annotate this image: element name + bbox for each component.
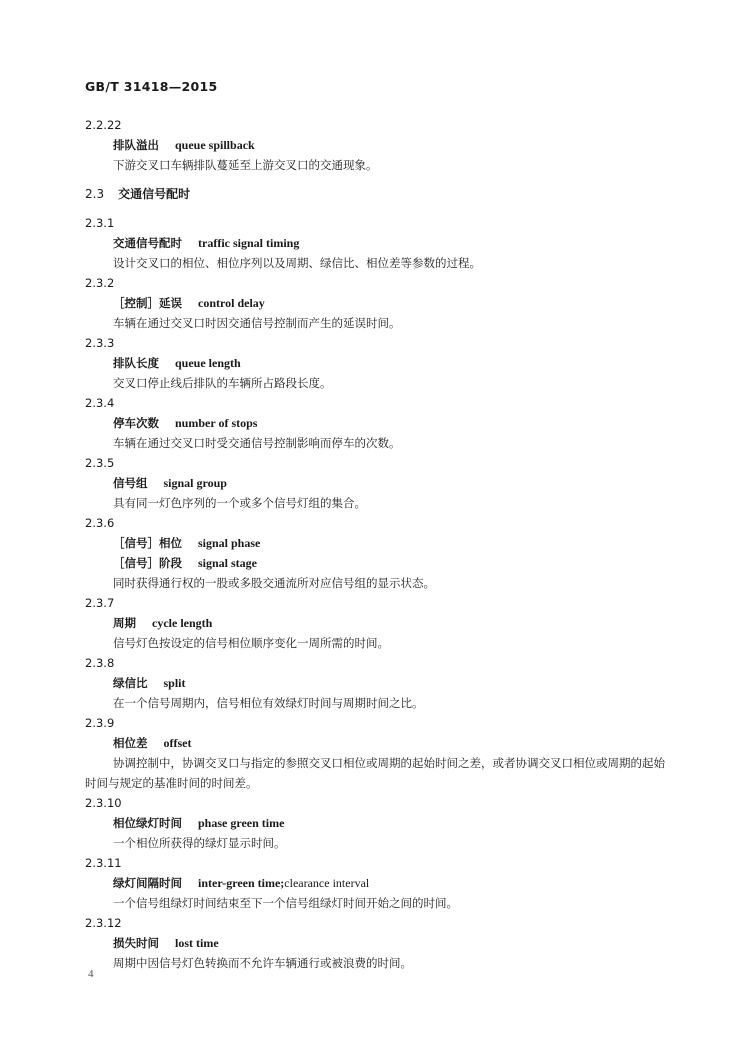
page-number: 4 xyxy=(88,968,94,980)
term-line xyxy=(85,135,675,155)
term-english: lost time xyxy=(175,936,219,950)
term-english: offset xyxy=(163,736,192,750)
term-chinese: ［信号］阶段 xyxy=(113,556,182,570)
entry-number: 2.3.4 xyxy=(85,396,115,410)
entry-number: 2.3.5 xyxy=(85,456,115,470)
entry-number: 2.3.1 xyxy=(85,216,115,230)
term-english: phase green time xyxy=(198,816,285,830)
term-entry xyxy=(85,513,675,593)
term-chinese: 绿信比 xyxy=(113,676,148,690)
term-definition: 一个相位所获得的绿灯显示时间。 xyxy=(113,836,286,850)
term-chinese: 相位绿灯时间 xyxy=(113,816,182,830)
term-entry xyxy=(85,453,675,513)
term-entry xyxy=(85,713,675,793)
term-entry xyxy=(85,593,675,653)
term-definition: 在一个信号周期内，信号相位有效绿灯时间与周期时间之比。 xyxy=(113,696,424,710)
term-definition: 车辆在通过交叉口时因交通信号控制而产生的延误时间。 xyxy=(113,316,401,330)
entry-number: 2.3.11 xyxy=(85,856,122,870)
term-entry xyxy=(85,793,675,853)
term-line xyxy=(85,553,675,573)
section-heading xyxy=(85,184,675,204)
term-english: control delay xyxy=(198,296,265,310)
term-entry xyxy=(85,333,675,393)
term-entry xyxy=(85,853,675,913)
term-chinese: 停车次数 xyxy=(113,416,159,430)
term-line xyxy=(85,233,675,253)
term-english: number of stops xyxy=(175,416,258,430)
section-number: 2.3 xyxy=(85,187,105,201)
term-entry xyxy=(85,913,675,973)
entry-number: 2.3.10 xyxy=(85,796,122,810)
term-entry xyxy=(85,653,675,713)
term-line xyxy=(85,473,675,493)
term-entry xyxy=(85,115,675,175)
term-chinese: 损失时间 xyxy=(113,936,159,950)
entry-number: 2.2.22 xyxy=(85,118,122,132)
term-entry xyxy=(85,393,675,453)
term-line xyxy=(85,533,675,553)
term-line xyxy=(85,813,675,833)
term-chinese: 周期 xyxy=(113,616,136,630)
term-line xyxy=(85,873,675,893)
section-title: 交通信号配时 xyxy=(118,187,191,201)
term-definition: 具有同一灯色序列的一个或多个信号灯组的集合。 xyxy=(113,496,366,510)
term-chinese: ［控制］延误 xyxy=(113,296,182,310)
term-english: queue length xyxy=(175,356,241,370)
term-line xyxy=(85,353,675,373)
term-line xyxy=(85,933,675,953)
term-english: signal stage xyxy=(198,556,258,570)
term-entry xyxy=(85,273,675,333)
term-chinese: 排队长度 xyxy=(113,356,159,370)
term-english: signal phase xyxy=(198,536,261,550)
term-definition: 周期中因信号灯色转换而不允许车辆通行或被浪费的时间。 xyxy=(113,956,412,970)
term-english: cycle length xyxy=(152,616,213,630)
entry-number: 2.3.8 xyxy=(85,656,115,670)
entry-number: 2.3.3 xyxy=(85,336,115,350)
term-chinese: 相位差 xyxy=(113,736,148,750)
term-english: queue spillback xyxy=(175,138,255,152)
term-line xyxy=(85,733,675,753)
entry-number: 2.3.9 xyxy=(85,716,115,730)
term-definition: 交叉口停止线后排队的车辆所占路段长度。 xyxy=(113,376,332,390)
term-english: signal group xyxy=(163,476,227,490)
term-line xyxy=(85,413,675,433)
term-line xyxy=(85,293,675,313)
term-definition: 设计交叉口的相位、相位序列以及周期、绿信比、相位差等参数的过程。 xyxy=(113,256,481,270)
term-line xyxy=(85,673,675,693)
entry-number: 2.3.7 xyxy=(85,596,115,610)
entry-number: 2.3.6 xyxy=(85,516,115,530)
term-chinese: 绿灯间隔时间 xyxy=(113,876,182,890)
term-definition: 协调控制中，协调交叉口与指定的参照交叉口相位或周期的起始时间之差，或者协调交叉口相位或周期的起始时间与规定的基准时间的时间差。 xyxy=(85,756,665,790)
term-definition: 下游交叉口车辆排队蔓延至上游交叉口的交通现象。 xyxy=(113,158,378,172)
entry-number: 2.3.12 xyxy=(85,916,122,930)
term-english: traffic signal timing xyxy=(198,236,300,250)
term-english: split xyxy=(163,676,186,690)
term-definition: 同时获得通行权的一股或多股交通流所对应信号组的显示状态。 xyxy=(113,576,435,590)
term-english: inter-green time; xyxy=(198,876,285,890)
term-english-alt: clearance interval xyxy=(284,876,370,890)
standard-code-header: GB/T 31418—2015 xyxy=(85,79,218,94)
term-line xyxy=(85,613,675,633)
term-chinese: 交通信号配时 xyxy=(113,236,182,250)
document-body xyxy=(85,115,675,973)
term-definition: 车辆在通过交叉口时受交通信号控制影响而停车的次数。 xyxy=(113,436,401,450)
entry-number: 2.3.2 xyxy=(85,276,115,290)
term-definition: 信号灯色按设定的信号相位顺序变化一周所需的时间。 xyxy=(113,636,389,650)
term-chinese: 信号组 xyxy=(113,476,148,490)
term-chinese: 排队溢出 xyxy=(113,138,159,152)
term-chinese: ［信号］相位 xyxy=(113,536,182,550)
term-entry xyxy=(85,213,675,273)
term-definition: 一个信号组绿灯时间结束至下一个信号组绿灯时间开始之间的时间。 xyxy=(113,896,458,910)
